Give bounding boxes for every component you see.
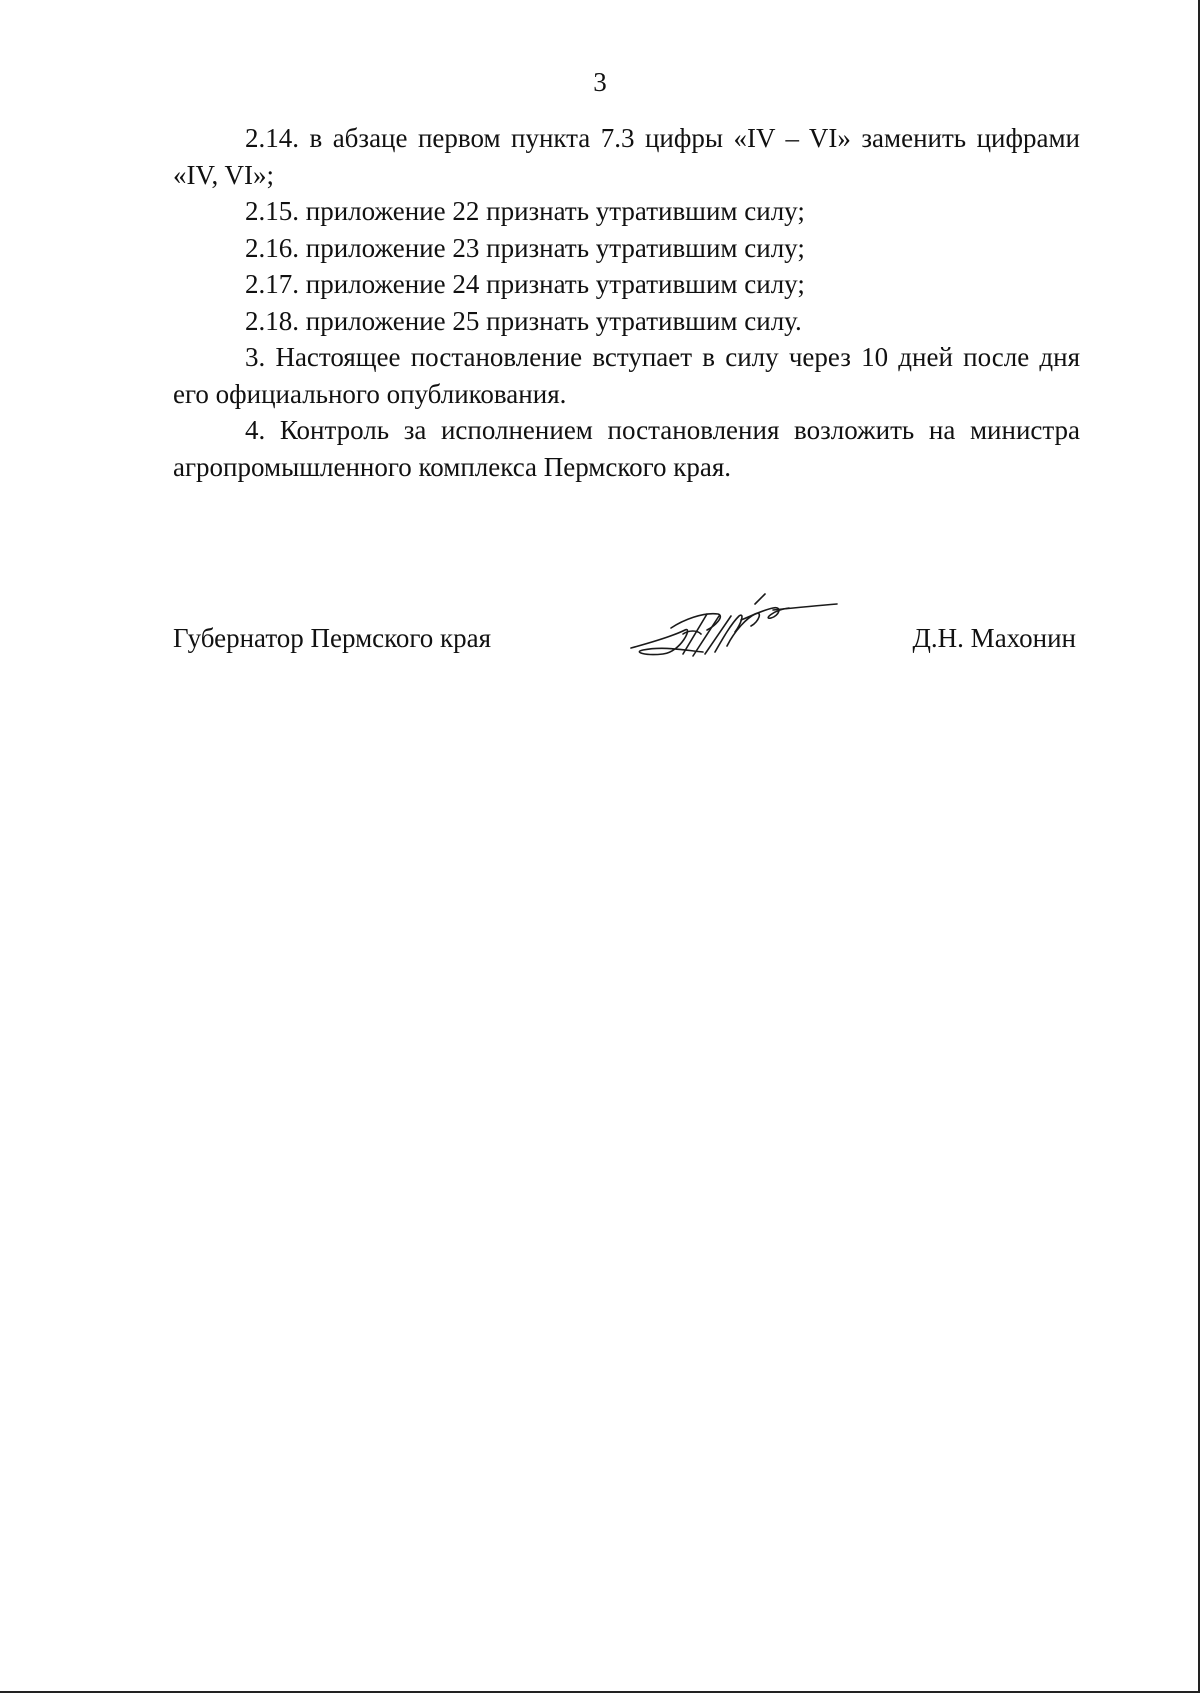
signatory-name: Д.Н. Махонин [912,623,1076,653]
paragraph-2-18: 2.18. приложение 25 признать утратившим силу. [245,305,802,336]
document-body [173,120,1080,485]
paragraph-4: 4. Контроль за исполнением постановления возложить на министра агропромышленного комплекса Пермского края. [173,415,1080,482]
signatory-position: Губернатор Пермского края [173,623,492,653]
paragraph-2-17: 2.17. приложение 24 признать утратившим силу; [245,269,805,299]
paragraph-2-15: 2.15. приложение 22 признать утратившим силу; [245,196,805,226]
page-number: 3 [593,67,607,97]
paragraph-3: 3. Настоящее постановление вступает в силу через 10 дней после дня его официального опубликования. [173,342,1080,409]
signature-block [173,600,1080,680]
paragraph-2-16: 2.16. приложение 23 признать утратившим силу; [245,232,805,263]
paragraph-2-14: 2.14. в абзаце первом пункта 7.3 цифры «IV – VI» заменить цифрами «IV, VI»; [173,123,1080,190]
handwritten-signature [623,590,843,670]
